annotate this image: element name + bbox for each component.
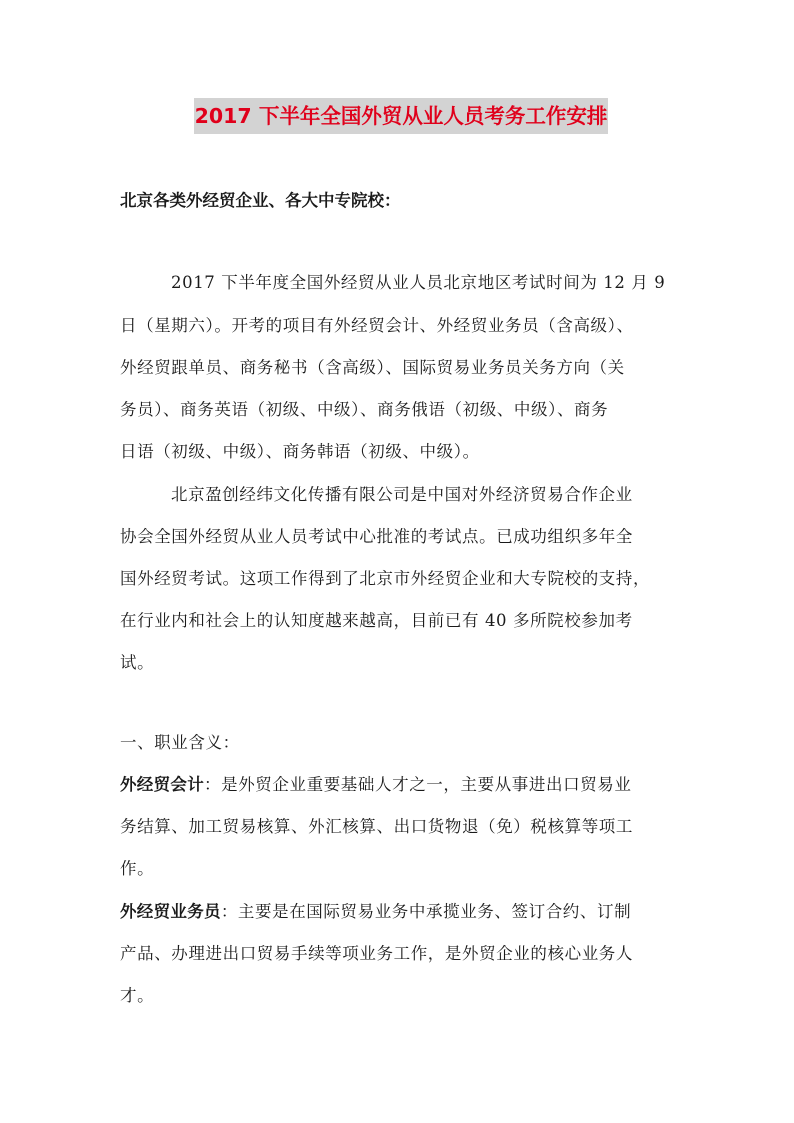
intro-line: 2017 下半年度全国外经贸从业人员北京地区考试时间为 12 月 9	[171, 273, 666, 292]
salutation: 北京各类外经贸企业、各大中专院校：	[120, 191, 401, 210]
definition-line	[120, 897, 631, 927]
intro-line: 外经贸跟单员、商务秘书（含高级）、国际贸易业务员关务方向（关	[120, 358, 625, 377]
definition-line: 才。	[120, 986, 155, 1005]
definition-line: 产品、办理进出口贸易手续等项业务工作，是外贸企业的核心业务人	[120, 944, 633, 963]
definition-line: 务结算、加工贸易核算、外汇核算、出口货物退（免）税核算等项工	[120, 817, 633, 836]
section-heading: 一、职业含义：	[120, 733, 240, 752]
document-title: 2017 下半年全国外贸从业人员考务工作安排	[194, 98, 608, 134]
definition-line	[120, 770, 632, 800]
intro-line: 务员）、商务英语（初级、中级）、商务俄语（初级、中级）、商务	[120, 400, 609, 419]
org-line: 在行业内和社会上的认知度越来越高，目前已有 40 多所院校参加考	[120, 611, 633, 630]
intro-line: 日（星期六）。开考的项目有外经贸会计、外经贸业务员（含高级）、	[120, 316, 634, 335]
definition-text: ：是外贸企业重要基础人才之一，主要从事进出口贸易业	[204, 775, 632, 794]
definition-line: 作。	[120, 859, 155, 878]
intro-line: 日语（初级、中级）、商务韩语（初级、中级）。	[120, 442, 480, 461]
org-line: 协会全国外经贸从业人员考试中心批准的考试点。已成功组织多年全	[120, 527, 633, 546]
definition-term: 外经贸会计	[120, 775, 204, 794]
org-line: 试。	[120, 653, 155, 672]
org-line: 国外经贸考试。这项工作得到了北京市外经贸企业和大专院校的支持，	[120, 569, 651, 588]
definition-term: 外经贸业务员	[120, 902, 221, 921]
definition-text: ：主要是在国际贸易业务中承揽业务、签订合约、订制	[220, 902, 632, 921]
org-line: 北京盈创经纬文化传播有限公司是中国对外经济贸易合作企业	[171, 485, 633, 504]
